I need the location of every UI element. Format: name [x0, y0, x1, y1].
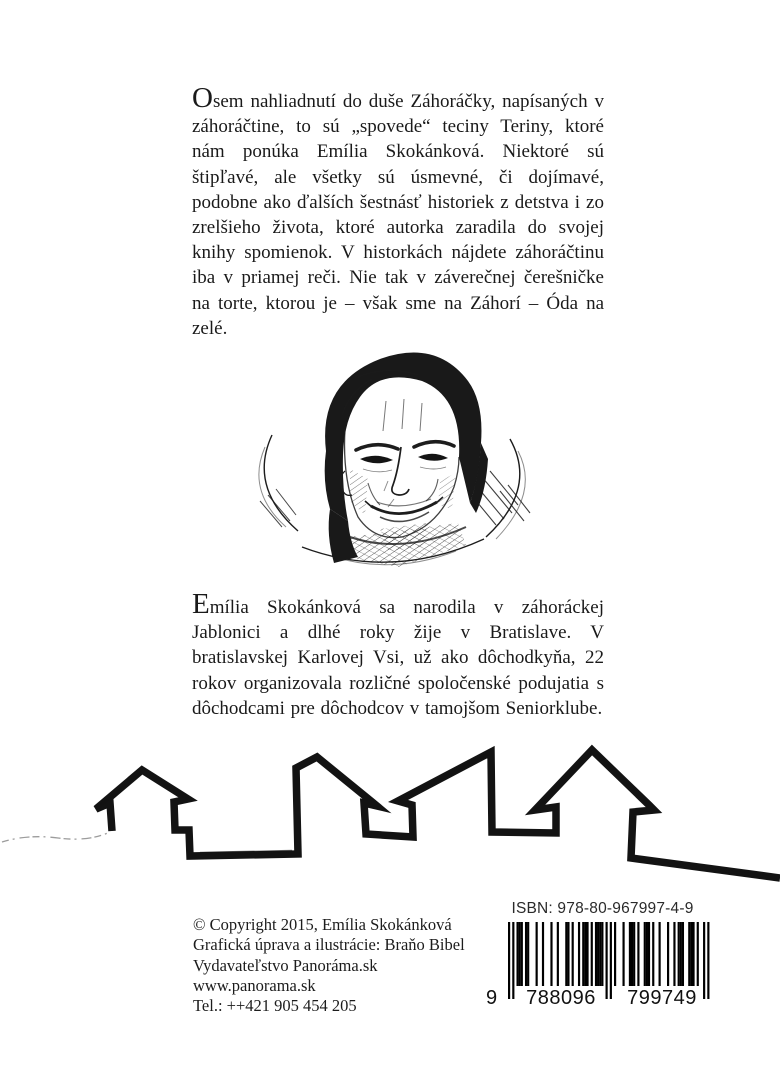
isbn-label: ISBN: 978-80-967997-4-9: [511, 900, 694, 917]
ean-left-digit-group: 788096: [526, 987, 596, 1009]
ean-right-digit-group: 799749: [627, 987, 697, 1009]
skyline-sketch-drawing: [0, 738, 780, 890]
portrait-sketch-drawing: [238, 331, 544, 575]
author-portrait-illustration: [238, 331, 544, 575]
colophon-line: Vydavateľstvo Panoráma.sk: [193, 955, 378, 975]
blurb-paragraph: Osem nahliadnutí do duše Záhoráčky, napísaných v záhoráčtine, to sú „spovede“ teciny Teriny, ktoré nám ponúka Emília Skokánková. Niektoré sú štipľavé, ale všetky sú úsmevné, či dojímavé, podobne ako ďalších šestnásť historiek z detstva i zo zrelšieho života, ktoré autorka zaradila do svojej knihy spomienok. V historkách nájdete záhoráčtinu iba v priamej reči. Nie tak v záverečnej čerešničke na torte, ktorou je – však sme na Záhorí – Óda na zelé.: [192, 82, 604, 339]
colophon-line: Tel.: ++421 905 454 205: [193, 996, 357, 1016]
bio-paragraph: Emília Skokánková sa narodila v záhoráckej Jablonici a dlhé roky žije v Bratislave. V bratislavskej Karlovej Vsi, už ako dôchodkyňa, 22 rokov organizovala rozličné spoločenské podujatia s dôchodcami pre dôchodcov v tamojšom Seniorklube.: [192, 588, 604, 719]
colophon: [193, 915, 493, 1016]
colophon-line: Grafická úprava a ilustrácie: Braňo Bibel: [193, 935, 465, 955]
author-bio-section: [192, 590, 604, 721]
colophon-line: © Copyright 2015, Emília Skokánková: [193, 915, 452, 934]
colophon-line: www.panorama.sk: [193, 975, 316, 995]
village-skyline-illustration: [0, 738, 780, 890]
book-blurb-section: [192, 84, 604, 341]
ean-first-digit: 9: [486, 987, 498, 1009]
